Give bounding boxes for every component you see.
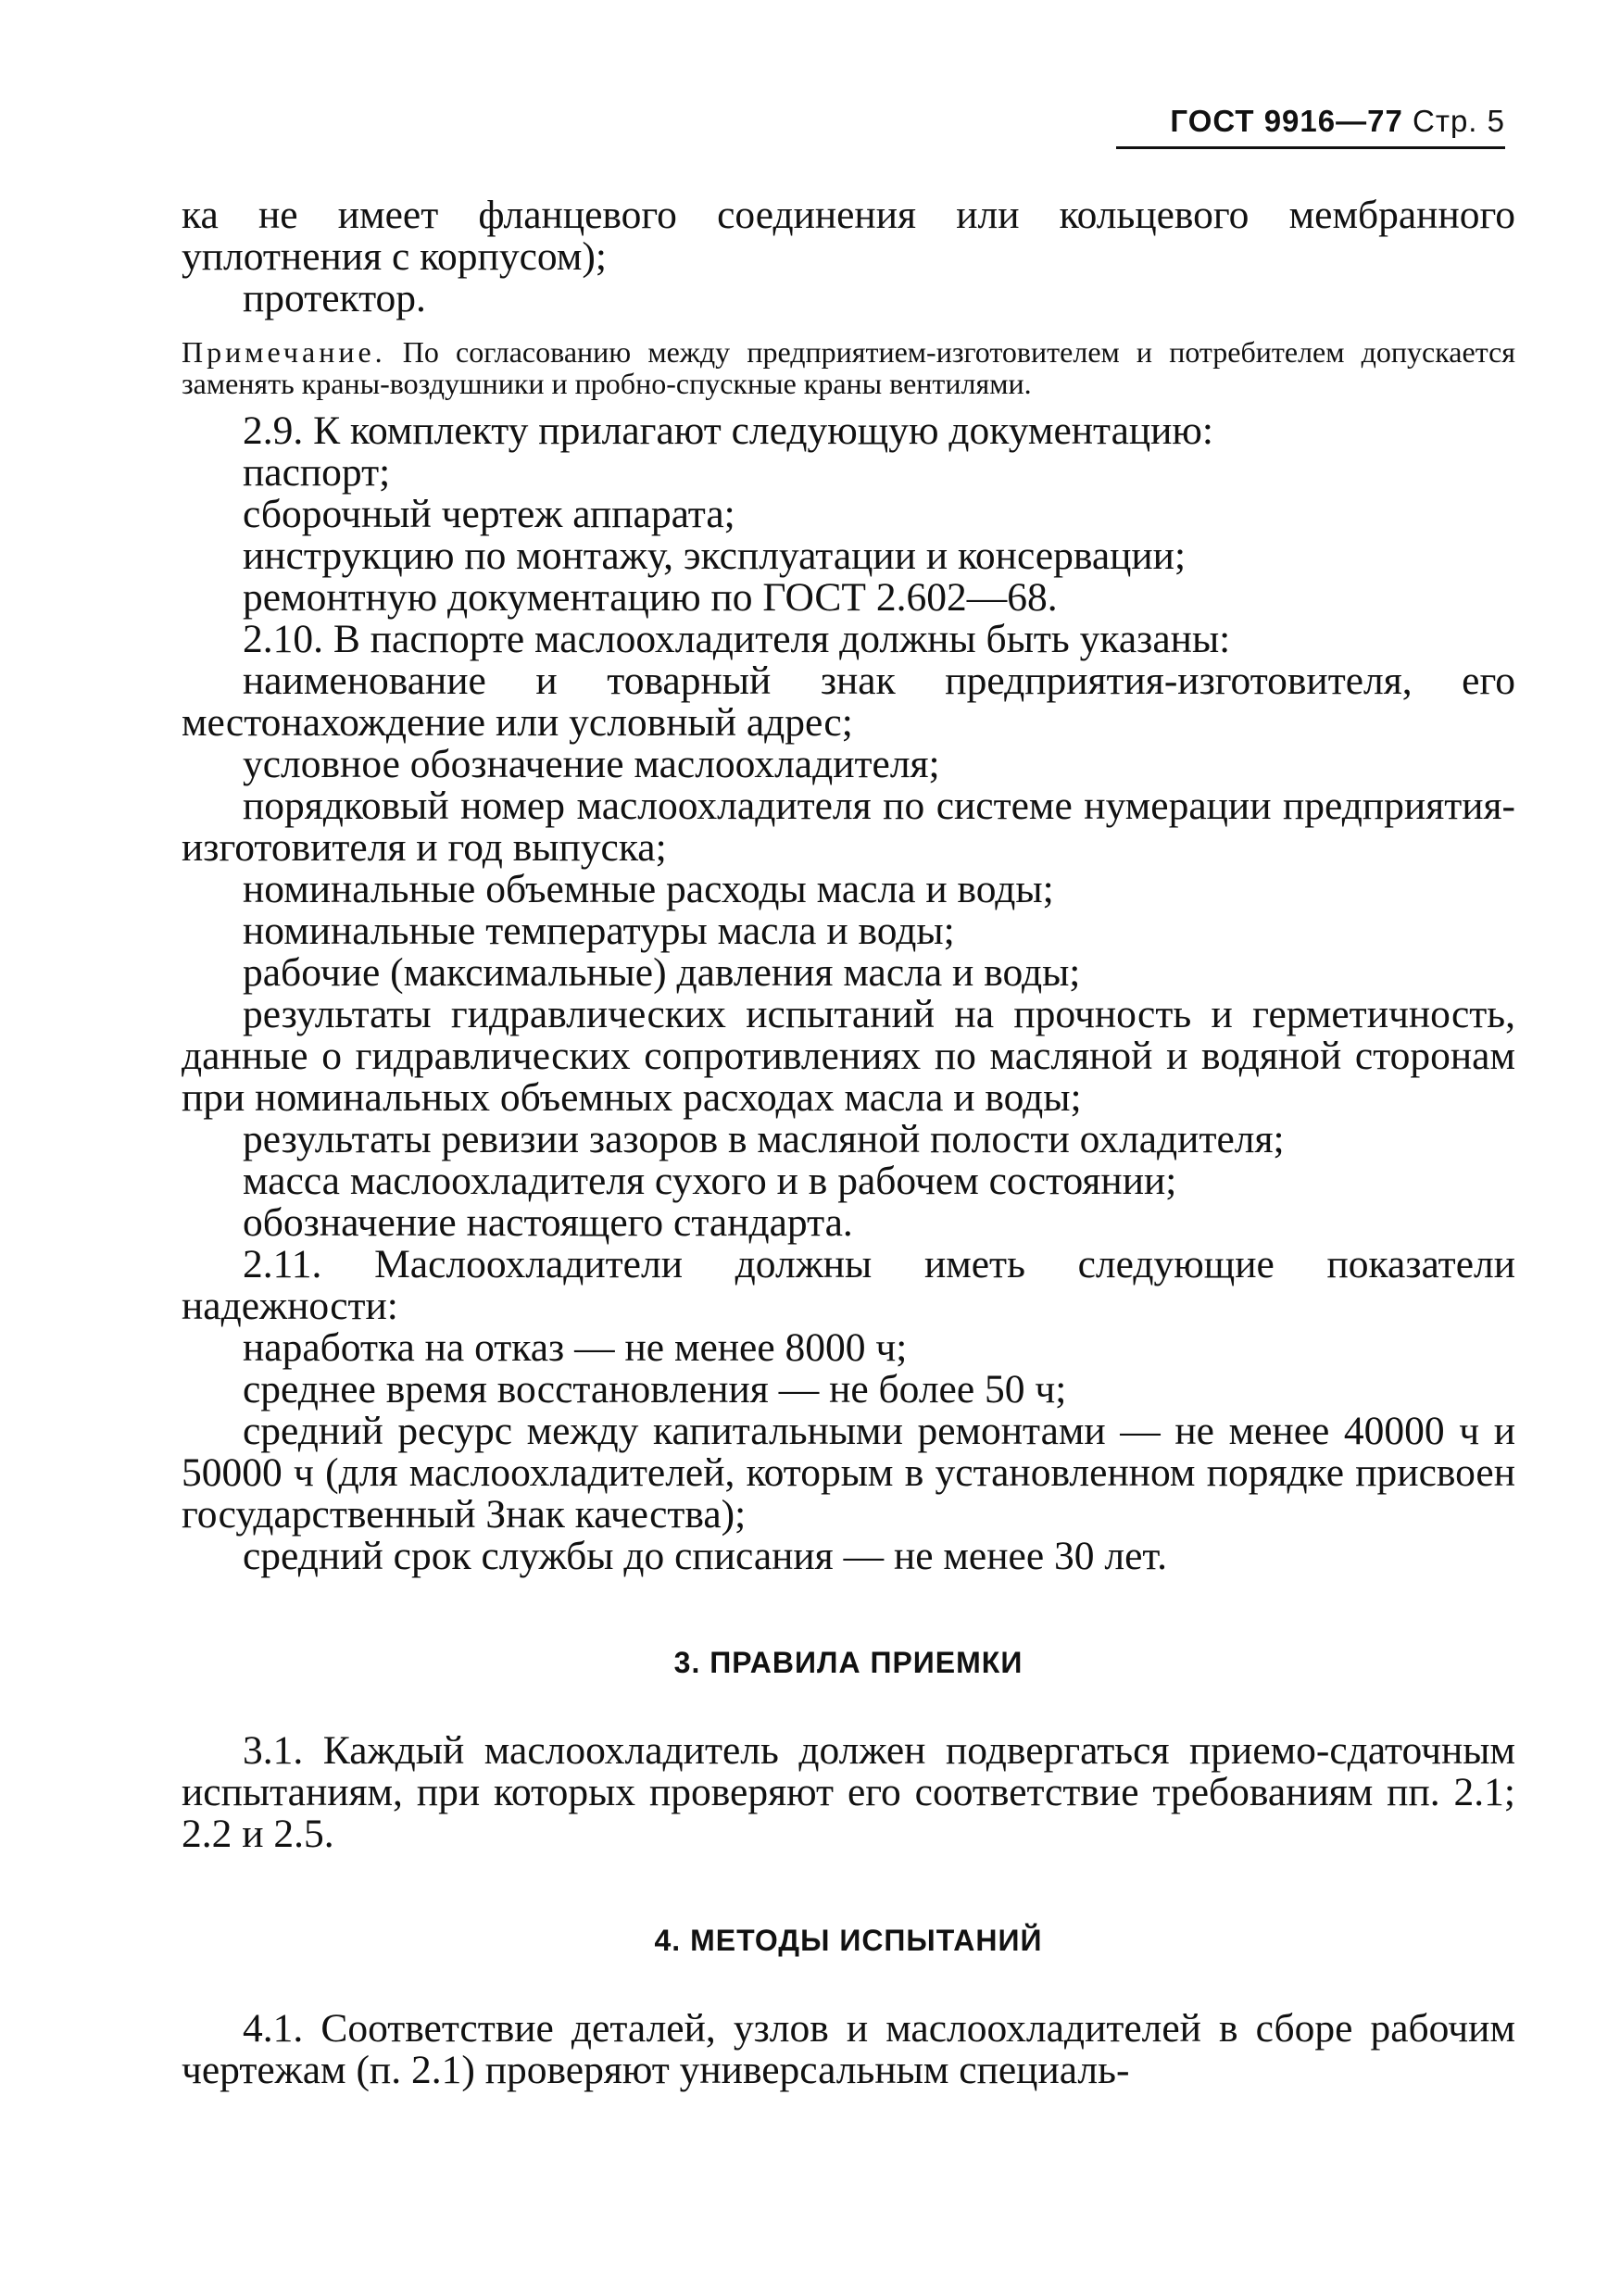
list-item: результаты ревизии зазоров в масляной полости охладителя;: [243, 1117, 1285, 1161]
section-heading-3: 3. ПРАВИЛА ПРИЕМКИ: [673, 1646, 1023, 1679]
list-item: рабочие (максимальные) давления масла и воды;: [243, 950, 1081, 995]
note-label: Примечание.: [182, 335, 386, 369]
continued-text: ка не имеет фланцевого соединения или кольцевого мембранного уплотнения с корпусом);: [182, 193, 1515, 279]
list-item: номинальные температуры масла и воды;: [243, 909, 955, 953]
header-rule: [1116, 146, 1505, 149]
note-text: По согласованию между предприятием-изготовителем и потребителем допускается заменять краны-воздушники и пробно-спускные краны вентилями.: [182, 335, 1516, 400]
section-heading-4: 4. МЕТОДЫ ИСПЫТАНИЙ: [654, 1924, 1043, 1957]
page-number: Стр. 5: [1413, 104, 1505, 138]
list-item: среднее время восстановления — не более 50 ч;: [243, 1367, 1067, 1411]
clause-2-10: 2.10. В паспорте маслоохладителя должны быть указаны:: [243, 617, 1231, 661]
list-item: наименование и товарный знак предприятия-изготовителя, его местонахождение или условный адрес;: [182, 659, 1515, 745]
list-item: условное обозначение маслоохладителя;: [243, 742, 940, 786]
list-item: сборочный чертеж аппарата;: [243, 492, 735, 536]
clause-4-1: 4.1. Соответствие деталей, узлов и маслоохладителей в сборе рабочим чертежам (п. 2.1) проверяют универсальным специаль-: [182, 2006, 1515, 2092]
list-item: ремонтную документацию по ГОСТ 2.602—68.: [243, 575, 1058, 620]
clause-3-1: 3.1. Каждый маслоохладитель должен подвергаться приемо-сдаточным испытаниям, при которых проверяют его соответствие требованиям пп. 2.1; 2.2 и 2.5.: [182, 1728, 1515, 1856]
list-item: протектор.: [243, 276, 426, 320]
clause-2-9: 2.9. К комплекту прилагают следующую документацию:: [243, 408, 1214, 453]
standard-number: ГОСТ 9916—77: [1170, 104, 1403, 138]
list-item: наработка на отказ — не менее 8000 ч;: [243, 1325, 908, 1370]
list-item: средний срок службы до списания — не менее 30 лет.: [243, 1534, 1168, 1578]
page-body: [182, 194, 1515, 2091]
note: [182, 336, 1515, 399]
list-item: результаты гидравлических испытаний на прочность и герметичность, данные о гидравлических сопротивлениях по масляной и водяной сторонам при номинальных объемных расходах масла и воды;: [182, 992, 1515, 1120]
clause-2-11: 2.11. Маслоохладители должны иметь следующие показатели надежности:: [182, 1242, 1515, 1328]
list-item: масса маслоохладителя сухого и в рабочем состоянии;: [243, 1159, 1177, 1203]
list-item: паспорт;: [243, 450, 391, 495]
list-item: средний ресурс между капитальными ремонтами — не менее 40000 ч и 50000 ч (для маслоохладителей, которым в установленном порядке присвоен государственный Знак качества);: [182, 1409, 1515, 1537]
list-item: порядковый номер маслоохладителя по системе нумерации предприятия-изготовителя и год выпуска;: [182, 784, 1515, 870]
list-item: номинальные объемные расходы масла и воды;: [243, 867, 1054, 911]
list-item: обозначение настоящего стандарта.: [243, 1200, 853, 1245]
list-item: инструкцию по монтажу, эксплуатации и консервации;: [243, 533, 1187, 578]
page-header: [1107, 104, 1505, 139]
